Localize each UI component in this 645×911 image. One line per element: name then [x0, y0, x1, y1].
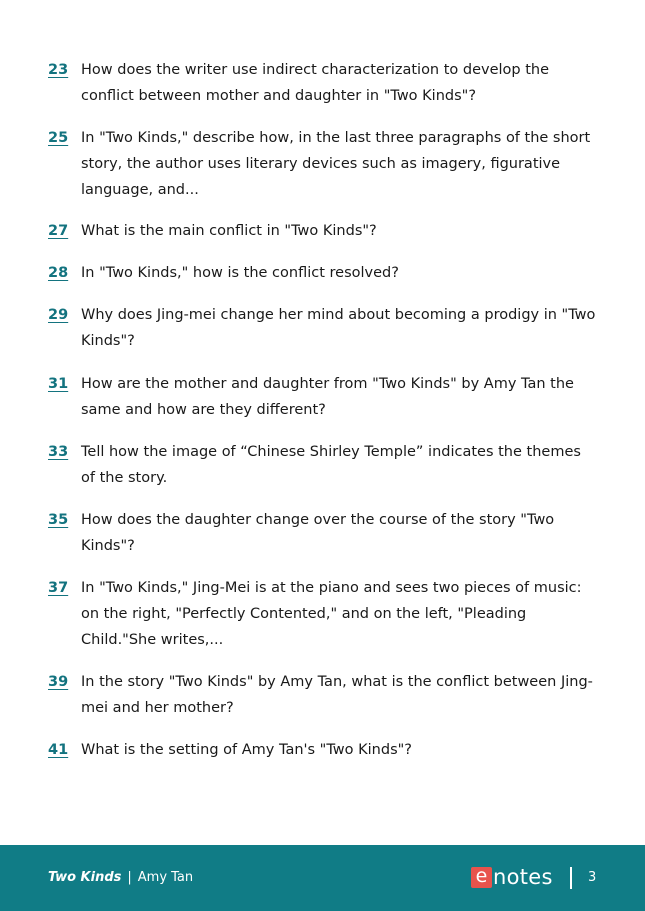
question-item — [48, 575, 608, 653]
page-footer — [0, 845, 645, 911]
question-text: In "Two Kinds," Jing-Mei is at the piano and sees two pieces of music: on the right, "Perfectly Contented," and on the left, "Pleading Child."She writes,... — [81, 580, 582, 648]
question-number-link[interactable]: 41 — [48, 742, 69, 758]
question-number-link[interactable]: 31 — [48, 376, 69, 392]
question-text: How does the daughter change over the course of the story "Two Kinds"? — [81, 512, 555, 554]
author-name: Amy Tan — [137, 870, 194, 885]
question-item — [48, 125, 608, 203]
question-text: In the story "Two Kinds" by Amy Tan, what is the conflict between Jing-mei and her mother? — [81, 674, 593, 716]
question-number-link[interactable]: 37 — [48, 580, 69, 596]
question-text: How are the mother and daughter from "Two Kinds" by Amy Tan the same and how are they different? — [81, 376, 574, 418]
question-number-link[interactable]: 25 — [48, 130, 69, 146]
question-text: In "Two Kinds," how is the conflict resolved? — [81, 265, 399, 281]
logo-wordmark: notes — [493, 865, 553, 889]
question-item — [48, 439, 608, 491]
question-number-link[interactable]: 27 — [48, 223, 69, 239]
question-text: Why does Jing-mei change her mind about becoming a prodigy in "Two Kinds"? — [81, 307, 596, 349]
question-item — [48, 302, 608, 354]
footer-title — [48, 870, 193, 886]
title-separator: | — [127, 870, 132, 885]
question-number-link[interactable]: 35 — [48, 512, 69, 528]
page-number: 3 — [588, 870, 597, 885]
question-number-link[interactable]: 28 — [48, 265, 69, 281]
question-number-link[interactable]: 39 — [48, 674, 69, 690]
enotes-logo[interactable] — [471, 865, 553, 889]
question-item — [48, 669, 608, 721]
question-number-link[interactable]: 33 — [48, 444, 69, 460]
question-text: Tell how the image of “Chinese Shirley Temple” indicates the themes of the story. — [81, 444, 581, 486]
logo-e-icon: e — [471, 867, 492, 888]
question-item — [48, 371, 608, 423]
question-item — [48, 57, 608, 109]
book-title: Two Kinds — [48, 870, 122, 885]
question-text: What is the setting of Amy Tan's "Two Kinds"? — [81, 742, 413, 758]
question-number-link[interactable]: 29 — [48, 307, 69, 323]
question-text: In "Two Kinds," describe how, in the last three paragraphs of the short story, the author uses literary devices such as imagery, figurative language, and... — [81, 130, 591, 198]
question-text: What is the main conflict in "Two Kinds"? — [81, 223, 377, 239]
question-number-link[interactable]: 23 — [48, 62, 69, 78]
question-item — [48, 507, 608, 559]
question-item — [48, 737, 608, 763]
footer-divider — [570, 867, 572, 889]
question-item — [48, 218, 608, 244]
question-text: How does the writer use indirect characterization to develop the conflict between mother and daughter in "Two Kinds"? — [81, 62, 550, 104]
question-item — [48, 260, 608, 286]
